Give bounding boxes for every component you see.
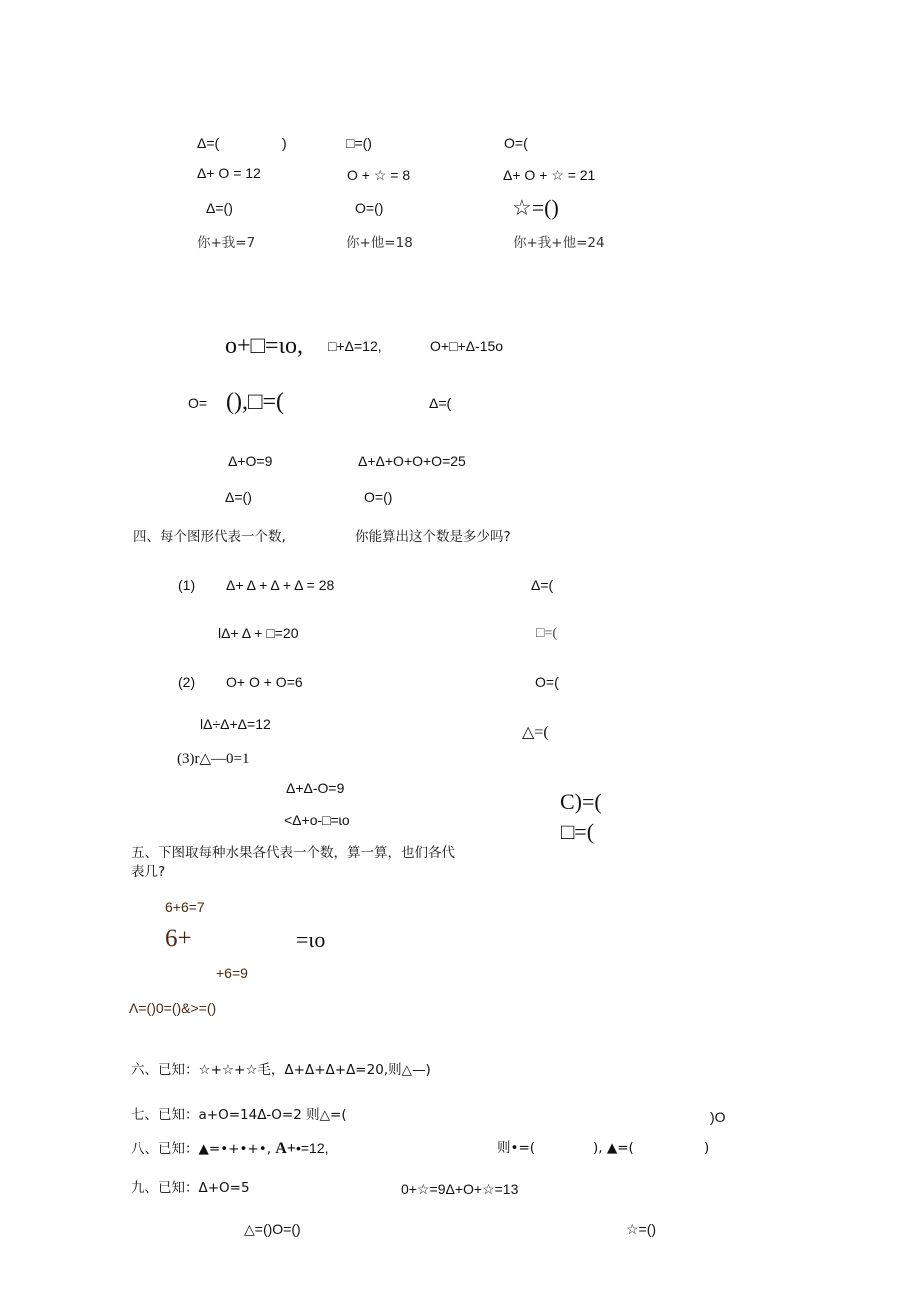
b1-r2c2: O + ☆ = 8: [347, 167, 411, 183]
b2-eq5: Δ+Δ+O+O+O=25: [358, 453, 466, 469]
b1-r1c2: □=(): [346, 135, 372, 151]
s5-eq1: 6+6=7: [165, 899, 205, 915]
s4-p3-num: (3)r△—0=1: [177, 751, 250, 767]
s4-p2-ans2: △=(: [522, 724, 549, 741]
s8-bold: A+: [275, 1140, 296, 1157]
s4-p2-eq2: lΔ÷Δ+Δ=12: [200, 716, 271, 732]
s5-eq3: +6=9: [216, 965, 248, 981]
b1-r3c3: ☆=(): [512, 195, 559, 220]
s7-line: 七、已知：a+O=14Δ-O=2 则△=(: [131, 1107, 347, 1123]
s4-p2-num: (2): [178, 674, 196, 690]
s8-then: 则•=(: [497, 1140, 536, 1156]
s8-end: ): [704, 1140, 710, 1156]
b1-r4c2: 你+他=18: [346, 235, 413, 251]
s4-p1-eq2: lΔ+ Δ + □=20: [218, 625, 299, 641]
b2-ans1-rest: (),□=(: [226, 389, 285, 415]
s4-p1-num: (1): [178, 577, 196, 593]
s8-rest: •=12,: [295, 1140, 329, 1156]
b1-r2c3: Δ+ O + ☆ = 21: [503, 167, 596, 183]
b2-ans4: O=(): [364, 489, 393, 505]
s4-p2-eq1: O+ O + O=6: [226, 674, 303, 690]
b1-r3c1: Δ=(): [206, 200, 233, 216]
b2-ans1-label: O=: [188, 395, 208, 411]
b2-eq4: Δ+O=9: [228, 453, 273, 469]
s8-mid: ), ▲=(: [593, 1140, 634, 1156]
b1-r2c1: Δ+ O = 12: [197, 165, 261, 181]
s4-p1-eq1: Δ+ Δ + Δ + Δ = 28: [226, 577, 335, 593]
b1-r3c2: O=(): [355, 200, 384, 216]
s4-title-b: 你能算出这个数是多少吗?: [355, 529, 511, 545]
s9-line-a: 九、已知：Δ+O=5: [131, 1180, 250, 1196]
s8-lead: 八、已知：▲=•+•+•,: [131, 1141, 276, 1157]
s5-eq2a: 6+: [165, 925, 192, 952]
b2-eq1: o+□=ɩo,: [225, 333, 304, 359]
b1-r1c3: O=(: [504, 135, 528, 151]
s4-p3-ans2: □=(: [561, 819, 595, 844]
s5-eq2b: =ɩo: [296, 927, 326, 952]
s8-line: [131, 1141, 329, 1157]
s7-tail: )O: [710, 1109, 726, 1125]
s5-answer: Λ=()0=()&>=(): [129, 1000, 217, 1016]
b1-r1c1b: ): [282, 135, 287, 151]
s4-p1-ans2: □=(: [536, 626, 558, 641]
s5-title-b: 表几?: [131, 864, 166, 880]
b2-ans3: Δ=(): [225, 489, 252, 505]
s4-p3-eq3: <Δ+o-□=ɩo: [284, 812, 350, 828]
s4-p3-eq2: Δ+Δ-O=9: [286, 780, 345, 796]
s9-line-b: 0+☆=9Δ+O+☆=13: [401, 1181, 519, 1197]
b2-ans2: Δ=(: [429, 395, 452, 411]
s5-title-a: 五、下图取每种水果各代表一个数，算一算，也们各代: [131, 845, 455, 861]
s6-line: 六、已知：☆+☆+☆毛，Δ+Δ+Δ+Δ=20,则△—): [131, 1062, 431, 1078]
s4-p3-ans1: C)=(: [560, 789, 602, 814]
b2-eq2: □+Δ=12,: [328, 338, 382, 354]
s4-title-a: 四、每个图形代表一个数,: [133, 529, 286, 545]
b2-eq3: O+□+Δ-15o: [430, 338, 504, 354]
b1-r4c3: 你+我+他=24: [513, 235, 605, 251]
s4-p1-ans1: Δ=(: [531, 577, 554, 593]
s9-ans-a: △=()O=(): [244, 1221, 301, 1237]
b1-r4c1: 你+我=7: [197, 235, 256, 251]
b1-r1c1a: Δ=(: [197, 135, 220, 151]
s4-p2-ans1: O=(: [535, 674, 559, 690]
s9-ans-b: ☆=(): [626, 1221, 657, 1237]
